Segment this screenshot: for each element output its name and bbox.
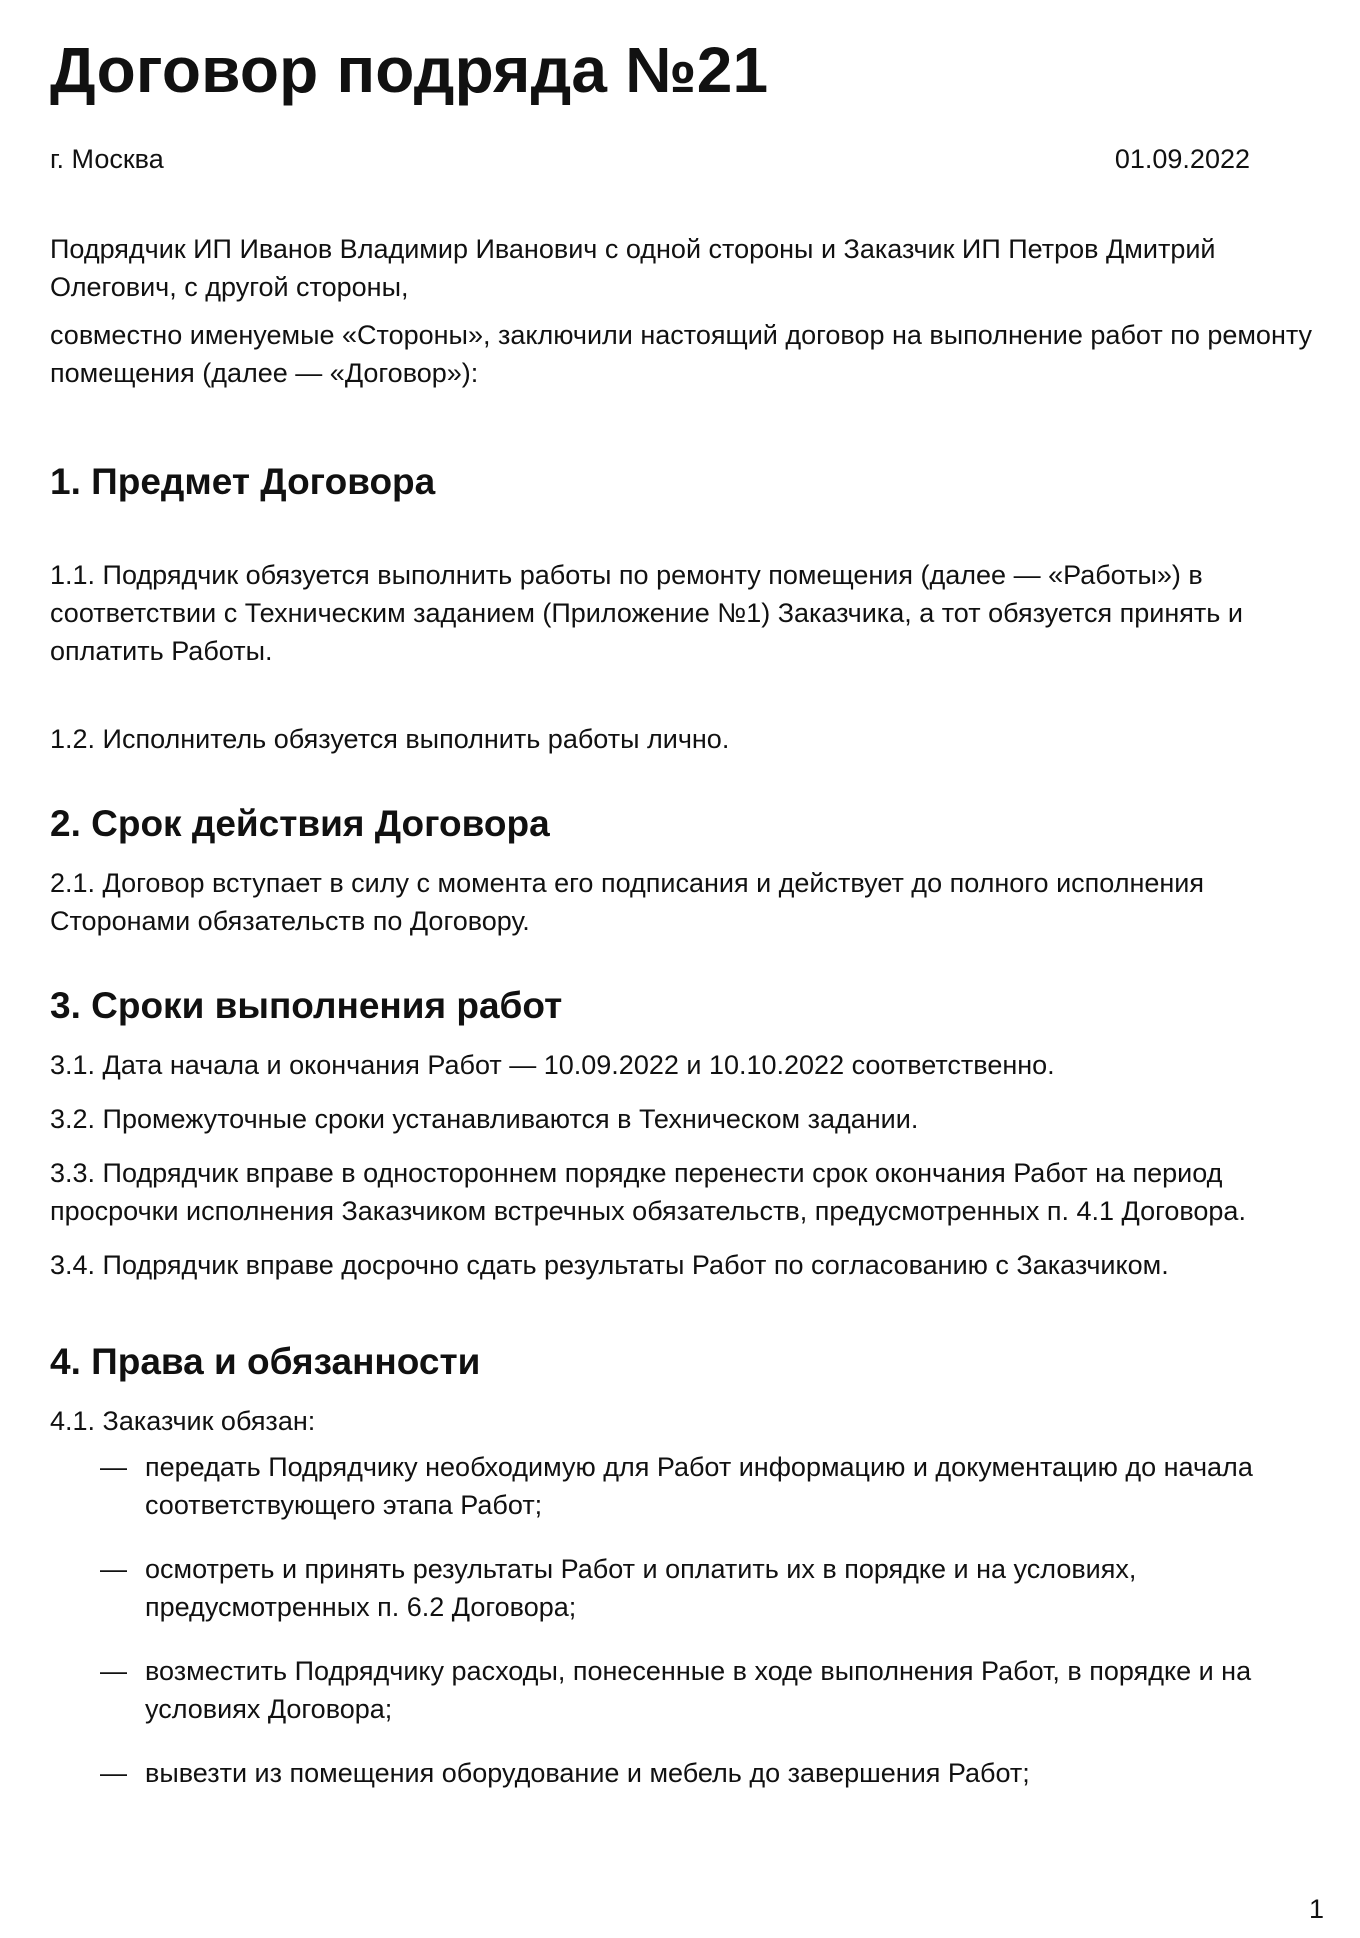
list-item <box>100 1550 1326 1626</box>
list-item <box>100 1754 1326 1792</box>
clause-3-4: 3.4. Подрядчик вправе досрочно сдать результаты Работ по согласованию с Заказчиком. <box>50 1249 1169 1280</box>
clause-3-1: 3.1. Дата начала и окончания Работ — 10.09.2022 и 10.10.2022 соответственно. <box>50 1049 1055 1080</box>
clause-2-1: 2.1. Договор вступает в силу с момента его подписания и действует до полного исполнения Сторонами обязательств по Договору. <box>50 867 1204 936</box>
list-item-text: возместить Подрядчику расходы, понесенные в ходе выполнения Работ, в порядке и на условиях Договора; <box>145 1655 1252 1724</box>
clause-3-2: 3.2. Промежуточные сроки устанавливаются в Техническом задании. <box>50 1103 919 1134</box>
section-heading-deadlines: 3. Сроки выполнения работ <box>50 984 563 1026</box>
section-heading-term: 2. Срок действия Договора <box>50 802 550 844</box>
dash-marker: — <box>100 1451 127 1482</box>
list-item <box>100 1448 1326 1524</box>
clause-1-2: 1.2. Исполнитель обязуется выполнить работы лично. <box>50 723 730 754</box>
section-heading-subject: 1. Предмет Договора <box>50 460 436 502</box>
clause-3-3: 3.3. Подрядчик вправе в одностороннем порядке перенести срок окончания Работ на период просрочки исполнения Заказчиком встречных обязательств, предусмотренных п. 4.1 Договора. <box>50 1157 1246 1226</box>
list-item <box>100 1652 1326 1728</box>
section-heading-rights: 4. Права и обязанности <box>50 1340 481 1382</box>
page-number: 1 <box>1308 1894 1324 1924</box>
clause-1-1: 1.1. Подрядчик обязуется выполнить работы по ремонту помещения (далее — «Работы») в соответствии с Техническим заданием (Приложение №1) Заказчика, а тот обязуется принять и оплатить Работы. <box>50 559 1243 666</box>
clause-4-1: 4.1. Заказчик обязан: <box>50 1405 316 1436</box>
list-item-text: осмотреть и принять результаты Работ и оплатить их в порядке и на условиях, предусмотренных п. 6.2 Договора; <box>145 1553 1137 1622</box>
document-title: Договор подряда №21 <box>50 34 769 106</box>
customer-obligations-list <box>50 1448 1326 1792</box>
list-item-text: вывезти из помещения оборудование и мебель до завершения Работ; <box>145 1757 1030 1788</box>
dash-marker: — <box>100 1553 127 1584</box>
dash-marker: — <box>100 1757 127 1788</box>
intro-parties: Подрядчик ИП Иванов Владимир Иванович с одной стороны и Заказчик ИП Петров Дмитрий Олегович, с другой стороны, <box>50 233 1216 302</box>
list-item-text: передать Подрядчику необходимую для Работ информацию и документацию до начала соответствующего этапа Работ; <box>145 1451 1253 1520</box>
contract-date: 01.09.2022 <box>1114 143 1250 174</box>
dash-marker: — <box>100 1655 127 1686</box>
city: г. Москва <box>50 143 164 174</box>
place-date-row <box>50 140 1326 178</box>
intro-agreement: совместно именуемые «Стороны», заключили настоящий договор на выполнение работ по ремонту помещения (далее — «Договор»): <box>50 319 1313 388</box>
